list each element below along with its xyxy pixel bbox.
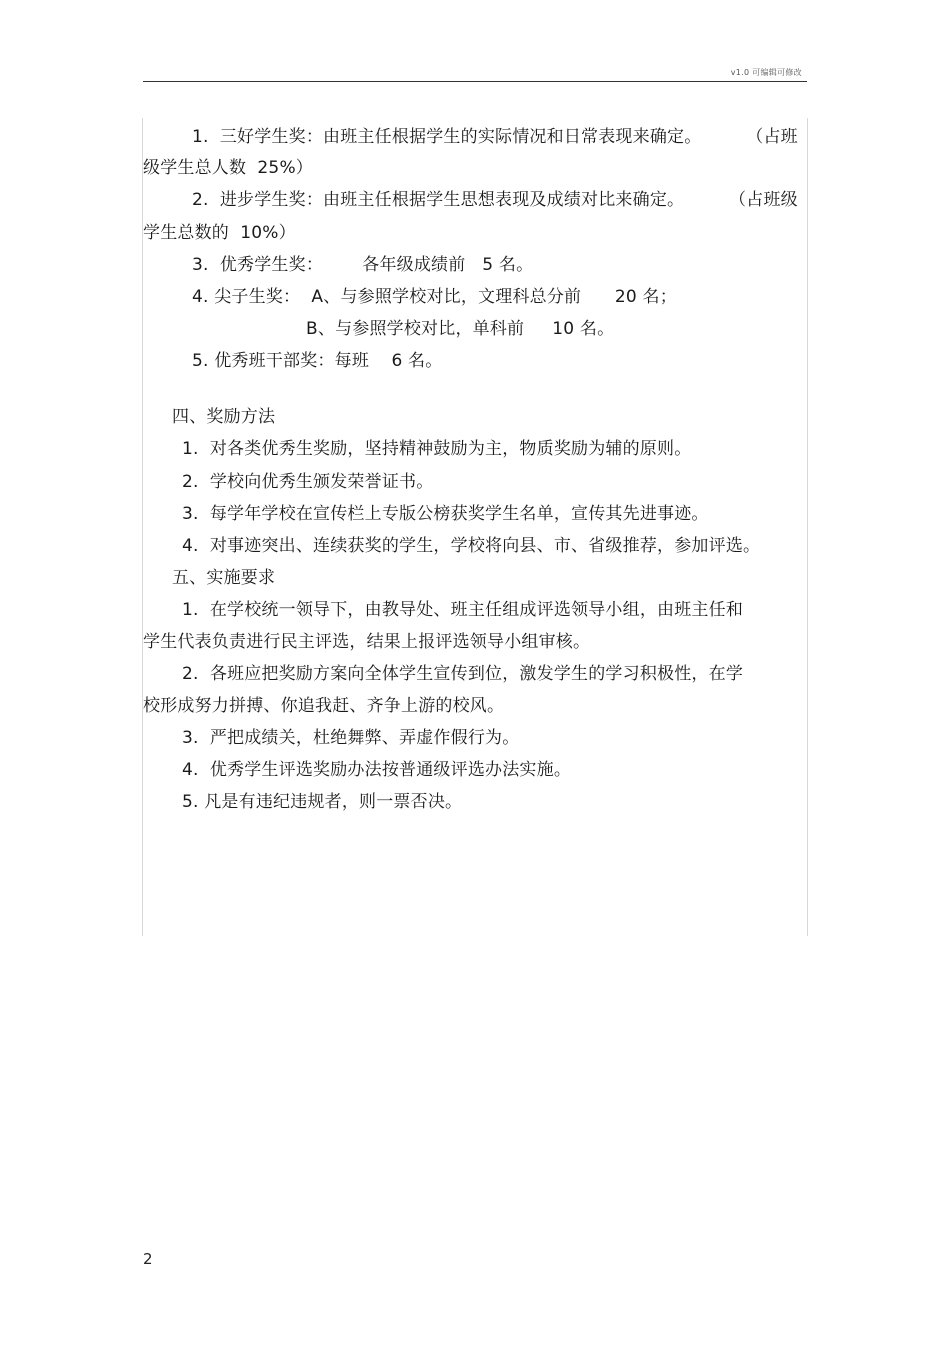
list-item: 4. 尖子生奖： A、与参照学校对比，文理科总分前 20 名； [192, 287, 677, 307]
list-item: 3. 每学年学校在宣传栏上专版公榜获奖学生名单，宣传其先进事迹。 [182, 504, 709, 524]
list-item-continuation: 校形成努力拼搏、你追我赶、齐争上游的校风。 [143, 696, 505, 716]
list-item: 1. 三好学生奖：由班主任根据学生的实际情况和日常表现来确定。 （占班 [192, 127, 798, 147]
list-item: 2. 学校向优秀生颁发荣誉证书。 [182, 472, 434, 492]
header-rule [143, 81, 807, 82]
list-item: 3. 优秀学生奖： 各年级成绩前 5 名。 [192, 255, 534, 275]
list-item: 5. 优秀班干部奖：每班 6 名。 [192, 351, 443, 371]
list-item-sub: B、与参照学校对比，单科前 10 名。 [306, 319, 615, 339]
list-item: 3. 严把成绩关，杜绝舞弊、弄虚作假行为。 [182, 728, 520, 748]
section-heading: 五、实施要求 [172, 568, 276, 588]
list-item: 4. 优秀学生评选奖励办法按普通级评选办法实施。 [182, 760, 572, 780]
list-item-continuation: 学生代表负责进行民主评选，结果上报评选领导小组审核。 [143, 632, 591, 652]
page-number: 2 [143, 1250, 153, 1268]
list-item: 4. 对事迹突出、连续获奖的学生，学校将向县、市、省级推荐，参加评选。 [182, 536, 761, 556]
list-item-continuation: 级学生总人数 25%） [143, 158, 313, 178]
header-version-text: v1.0 可编辑可修改 [730, 68, 802, 77]
list-item: 1. 对各类优秀生奖励，坚持精神鼓励为主，物质奖励为辅的原则。 [182, 439, 692, 459]
list-item-continuation: 学生总数的 10%） [143, 223, 296, 243]
list-item: 5. 凡是有违纪违规者，则一票否决。 [182, 792, 463, 812]
list-item: 1. 在学校统一领导下，由教导处、班主任组成评选领导小组，由班主任和 [182, 600, 744, 620]
list-item: 2. 各班应把奖励方案向全体学生宣传到位，激发学生的学习积极性，在学 [182, 664, 744, 684]
section-heading: 四、奖励方法 [172, 407, 276, 427]
list-item: 2. 进步学生奖：由班主任根据学生思想表现及成绩对比来确定。 （占班级 [192, 190, 798, 210]
